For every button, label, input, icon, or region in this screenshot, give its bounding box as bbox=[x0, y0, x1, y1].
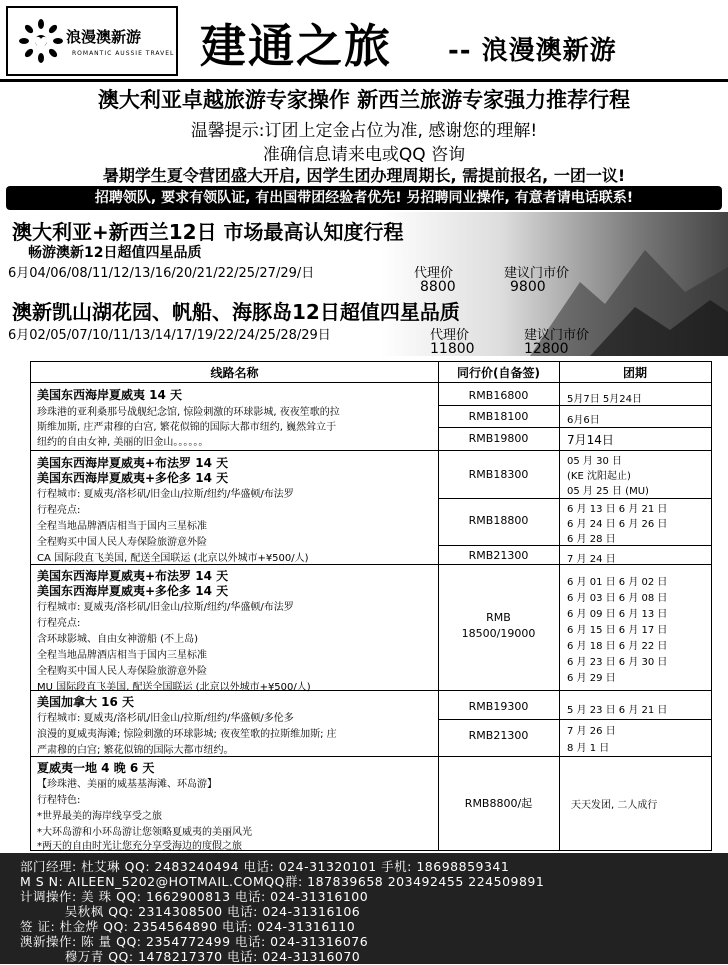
dates: 6 月 24 日 6 月 26 日 bbox=[567, 519, 668, 530]
dates: 7月14日 bbox=[567, 433, 614, 447]
route-title: 美国东西海岸夏威夷 14 天 bbox=[37, 388, 183, 402]
route-title: 夏威夷一地 4 晚 6 天 bbox=[37, 761, 155, 775]
summer-notice: 暑期学生夏令营团盛大开启, 因学生团办理周期长, 需提前报名, 一团一议! bbox=[102, 166, 626, 185]
row-rule bbox=[438, 545, 711, 546]
route-line: 行程特色: bbox=[37, 795, 81, 806]
price: RMB19800 bbox=[468, 432, 529, 445]
route-line: 行程城市: 夏威夷/洛杉矶/旧金山/拉斯/纽约/华盛顿/多伦多 bbox=[37, 713, 294, 724]
dates: (KE 沈阳起止) bbox=[567, 471, 631, 482]
dates: 6 月 01 日 6 月 02 日 bbox=[567, 577, 668, 588]
route-line: *世界最美的海岸线享受之旅 bbox=[37, 811, 162, 822]
price: RMB21300 bbox=[468, 729, 529, 742]
dates: 7 月 26 日 bbox=[567, 726, 616, 737]
dates: 6 月 13 日 6 月 21 日 bbox=[567, 504, 668, 515]
row-rule bbox=[438, 498, 711, 499]
promo-2-agent-price: 11800 bbox=[430, 341, 475, 357]
route-line: 纽约的自由女神, 美丽的旧金山。。。。。。 bbox=[37, 437, 209, 448]
route-line: *两天的自由时光让您充分享受海边的度假之旅 bbox=[37, 841, 242, 852]
route-line: 严肃穆的白宫; 繁花似锦的国际大都市纽约。 bbox=[37, 745, 234, 756]
logo-subtext: ROMANTIC AUSSIE TRAVEL bbox=[72, 50, 175, 57]
group-rule bbox=[31, 450, 711, 451]
row-rule bbox=[438, 405, 711, 406]
promo-2-dates: 6月02/05/07/10/11/13/14/17/19/22/24/25/28/29日 bbox=[8, 328, 331, 343]
route-line: 【珍珠港、美丽的威基基海滩、环岛游】 bbox=[37, 779, 217, 790]
logo-text: 浪漫澳新游 bbox=[66, 28, 142, 46]
dates: 6 月 28 日 bbox=[567, 534, 616, 545]
page-header bbox=[0, 0, 728, 82]
route-line: 行程城市: 夏威夷/洛杉矶/旧金山/拉斯/纽约/华盛顿/布法罗 bbox=[37, 602, 294, 613]
dates: 6月6日 bbox=[567, 415, 600, 426]
route-line: 浪漫的夏威夷海滩; 惊险刺激的环球影城; 夜夜笙歌的拉斯维加斯; 庄 bbox=[37, 729, 337, 740]
promo-1-subtitle: 畅游澳新12日超值四星品质 bbox=[28, 245, 202, 261]
header-dates: 团期 bbox=[622, 366, 647, 380]
price: RMB21300 bbox=[468, 549, 529, 562]
dates: 6 月 03 日 6 月 08 日 bbox=[567, 593, 668, 604]
contact-footer bbox=[0, 853, 728, 964]
route-line: 全程当地品牌酒店相当于国内三星标准 bbox=[37, 521, 207, 532]
dates: 7 月 24 日 bbox=[567, 554, 616, 565]
row-rule bbox=[438, 719, 711, 720]
dates: 6 月 23 日 6 月 30 日 bbox=[567, 657, 668, 668]
promo-1-retail-label: 建议门市价 bbox=[504, 266, 570, 281]
dates: 天天发团, 二人成行 bbox=[571, 800, 658, 811]
group-rule bbox=[31, 564, 711, 565]
price: RMB8800/起 bbox=[464, 797, 533, 810]
promo-2-agent-label: 代理价 bbox=[430, 328, 470, 343]
tour-table bbox=[30, 361, 712, 851]
dates: 6 月 29 日 bbox=[567, 673, 616, 684]
group-rule bbox=[31, 690, 711, 691]
route-line: 全程购买中国人民人寿保险旅游意外险 bbox=[37, 537, 207, 548]
route-line: 行程亮点: bbox=[37, 505, 81, 516]
row-rule bbox=[438, 427, 711, 428]
price: RMB 18500/19000 bbox=[461, 611, 536, 640]
route-line: 含环球影城、自由女神游船 (不上岛) bbox=[37, 634, 198, 645]
promo-1-agent-label: 代理价 bbox=[414, 266, 454, 281]
promo-2-retail-label: 建议门市价 bbox=[524, 328, 590, 343]
price: RMB18100 bbox=[468, 410, 529, 423]
group-rule bbox=[31, 756, 711, 757]
page-title: 建通之旅 bbox=[200, 19, 392, 73]
sun-heart-logo-icon bbox=[18, 18, 64, 64]
price: RMB18300 bbox=[468, 468, 529, 481]
tip-line-1: 温馨提示:订团上定金占位为准, 感谢您的理解! bbox=[190, 121, 538, 141]
promo-1-dates: 6月04/06/08/11/12/13/16/20/21/22/25/27/29/日 bbox=[8, 266, 315, 281]
contact-line: 澳新操作: 陈 量 QQ: 2354772499 电话: 024-31316076 bbox=[20, 934, 369, 949]
contact-line: 穆万青 QQ: 1478217370 电话: 024-31316070 bbox=[20, 949, 361, 964]
mountain-landscape-icon bbox=[470, 212, 728, 356]
price: RMB18800 bbox=[468, 514, 529, 527]
dates: 6 月 18 日 6 月 22 日 bbox=[567, 641, 668, 652]
dates: 5 月 23 日 6 月 21 日 bbox=[567, 705, 668, 716]
promo-2-retail-price: 12800 bbox=[524, 341, 569, 357]
route-line: CA 国际段直飞美国, 配送全国联运 (北京以外城市+¥500/人) bbox=[37, 553, 309, 564]
route-line: 行程城市: 夏威夷/洛杉矶/旧金山/拉斯/纽约/华盛顿/布法罗 bbox=[37, 489, 294, 500]
contact-line: 计调操作: 美 珠 QQ: 1662900813 电话: 024-31316100 bbox=[20, 889, 369, 904]
route-title: 美国东西海岸夏威夷+多伦多 14 天 bbox=[37, 471, 229, 485]
contact-line: 吴秋枫 QQ: 2314308500 电话: 024-31316106 bbox=[20, 904, 361, 919]
route-line: MU 国际段直飞美国, 配送全国联运 (北京以外城市+¥500/人) bbox=[37, 682, 311, 693]
dates: 8 月 1 日 bbox=[567, 743, 610, 754]
dates: 05 月 25 日 (MU) bbox=[567, 486, 649, 497]
route-title: 美国加拿大 16 天 bbox=[37, 695, 135, 709]
dates: 6 月 15 日 6 月 17 日 bbox=[567, 625, 668, 636]
dates: 05 月 30 日 bbox=[567, 456, 622, 467]
promo-1-agent-price: 8800 bbox=[420, 279, 456, 295]
route-title: 美国东西海岸夏威夷+布法罗 14 天 bbox=[37, 456, 229, 470]
route-line: 全程当地品牌酒店相当于国内三星标准 bbox=[37, 650, 207, 661]
route-line: 行程亮点: bbox=[37, 618, 81, 629]
header-rule bbox=[31, 382, 711, 383]
promo-1-title: 澳大利亚+新西兰12日 市场最高认知度行程 bbox=[12, 220, 404, 244]
route-title: 美国东西海岸夏威夷+多伦多 14 天 bbox=[37, 584, 229, 598]
recruit-banner: 招聘领队, 要求有领队证, 有出国带团经验者优先! 另招聘同业操作, 有意者请电话联系! bbox=[6, 186, 722, 210]
promo-1-retail-price: 9800 bbox=[510, 279, 546, 295]
route-line: 珍珠港的亚利桑那号战舰纪念馆, 惊险刺激的环球影城, 夜夜笙歌的拉 bbox=[37, 407, 340, 418]
route-title: 美国东西海岸夏威夷+布法罗 14 天 bbox=[37, 569, 229, 583]
tip-line-2: 准确信息请来电或QQ 咨询 bbox=[262, 145, 466, 165]
header-price: 同行价(自备签) bbox=[457, 366, 540, 380]
dates: 6 月 09 日 6 月 13 日 bbox=[567, 609, 668, 620]
page-subtitle: -- 浪漫澳新游 bbox=[448, 36, 617, 66]
promo-2-title: 澳新凯山湖花园、帆船、海豚岛12日超值四星品质 bbox=[12, 300, 460, 324]
route-line: 斯维加斯, 庄严肃穆的白宫, 繁花似锦的国际大都市纽约, 巍然耸立于 bbox=[37, 422, 337, 433]
col-divider bbox=[559, 362, 560, 850]
contact-line: 部门经理: 杜艾琳 QQ: 2483240494 电话: 024-31320101 手机: 18698859341 bbox=[20, 859, 510, 874]
contact-line: M S N: AILEEN_5202@HOTMAIL.COMQQ群: 187839658 203492455 224509891 bbox=[20, 874, 545, 889]
headline: 澳大利亚卓越旅游专家操作 新西兰旅游专家强力推荐行程 bbox=[97, 88, 631, 112]
route-line: 全程购买中国人民人寿保险旅游意外险 bbox=[37, 666, 207, 677]
header-route: 线路名称 bbox=[210, 366, 259, 380]
price: RMB16800 bbox=[468, 389, 529, 402]
dates: 5月7日 5月24日 bbox=[567, 394, 642, 405]
logo bbox=[6, 6, 178, 76]
price: RMB19300 bbox=[468, 700, 529, 713]
route-line: *大环岛游和小环岛游让您领略夏威夷的美丽风光 bbox=[37, 827, 252, 838]
contact-line: 签 证: 杜金烨 QQ: 2354564890 电话: 024-31316110 bbox=[20, 919, 356, 934]
